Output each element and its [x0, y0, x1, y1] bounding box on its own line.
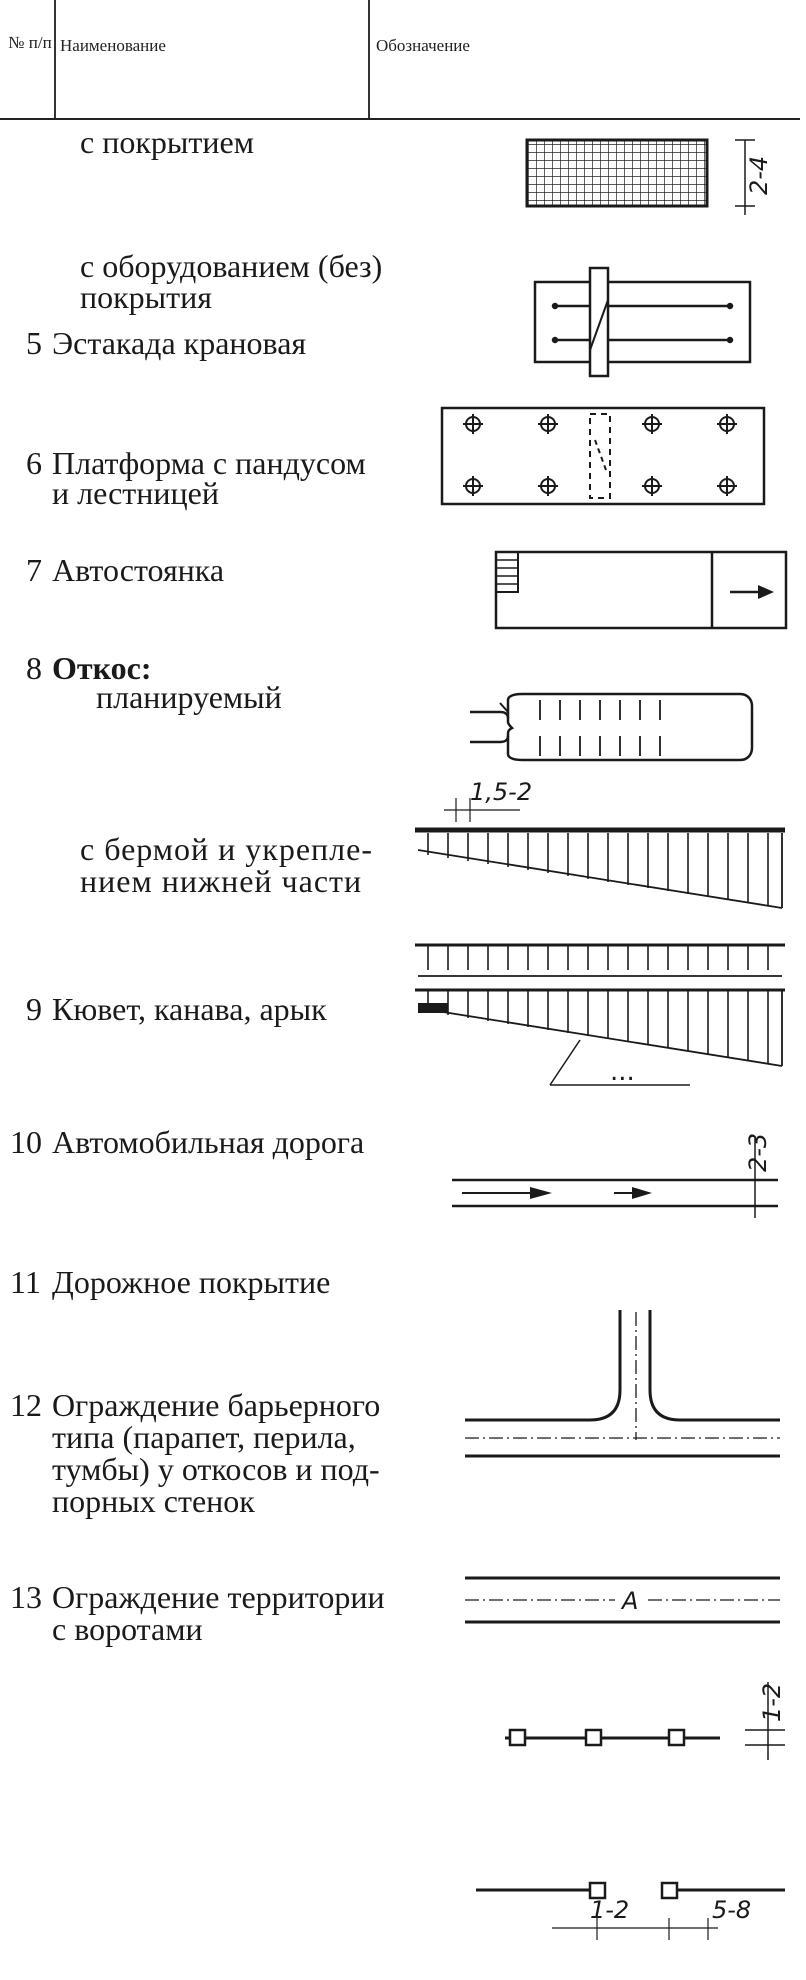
equipped-area-symbol [535, 268, 750, 376]
ditch-symbol [452, 1133, 778, 1218]
row-number: 6 [26, 445, 42, 481]
row-name-line: с бермой и укрепле- [80, 831, 373, 867]
col-symbol-header: Обозначение [376, 36, 470, 55]
row-name-line: Откос: [52, 650, 152, 686]
row-name-line: Кювет, канава, арык [52, 991, 327, 1027]
row-number: 7 [26, 552, 42, 588]
row-name-line: Платформа с пандусом [52, 445, 366, 481]
platform-symbol [496, 552, 786, 628]
row-name-line: с покрытием [80, 124, 254, 160]
bermed-slope-symbol [415, 945, 785, 1087]
row-number: 12 [10, 1387, 42, 1423]
dimension-label: 1-2 [758, 1682, 786, 1722]
col-number-header: № п/п [8, 33, 52, 52]
row-number: 9 [26, 991, 42, 1027]
row-name-line: с воротами [52, 1611, 203, 1647]
row-name-line: Эстакада крановая [52, 325, 307, 361]
row-name-line: Ограждение барьерного [52, 1387, 381, 1423]
row-name-line: Автомобильная дорога [52, 1124, 365, 1160]
callout-label: ... [610, 1057, 635, 1087]
dimension-label: 1-2 [590, 1896, 630, 1924]
dimension-label: 1,5-2 [470, 778, 533, 806]
row-number: 8 [26, 650, 42, 686]
row-number: 10 [10, 1124, 42, 1160]
row-number: 11 [10, 1264, 41, 1300]
crane-trestle-symbol [442, 408, 764, 504]
paved-area-symbol [527, 140, 773, 215]
dimension-label: 2-4 [745, 155, 773, 195]
dimension-label: 2-3 [744, 1132, 772, 1172]
col-name-header: Наименование [60, 36, 166, 55]
column-marker [463, 414, 737, 496]
dimension-label: 5-8 [712, 1896, 752, 1924]
road-surface-symbol [465, 1578, 780, 1622]
row-name-line: порных стенок [52, 1483, 255, 1519]
row-name-line: тумбы) у откосов и под- [52, 1451, 380, 1487]
row-number: 5 [26, 325, 42, 361]
row-name-line: нием нижней части [80, 863, 363, 899]
row-name-line: покрытия [80, 279, 212, 315]
row-name-line: типа (парапет, перила, [52, 1419, 356, 1455]
row-name-line: с оборудованием (без) [80, 248, 383, 284]
gated-fence-symbol [476, 1883, 785, 1940]
row-number: 13 [10, 1579, 42, 1615]
road-code-label: A [622, 1587, 639, 1615]
row-name-line: Автостоянка [52, 552, 225, 588]
barrier-fence-symbol [505, 1682, 786, 1760]
motor-road-symbol [465, 1310, 780, 1456]
row-name-line: Дорожное покрытие [52, 1264, 331, 1300]
planned-slope-symbol [415, 778, 785, 908]
row-name-line: планируемый [96, 679, 282, 715]
row-name-line: и лестницей [52, 475, 219, 511]
parking-symbol [470, 694, 752, 760]
row-name-line: Ограждение территории [52, 1579, 385, 1615]
